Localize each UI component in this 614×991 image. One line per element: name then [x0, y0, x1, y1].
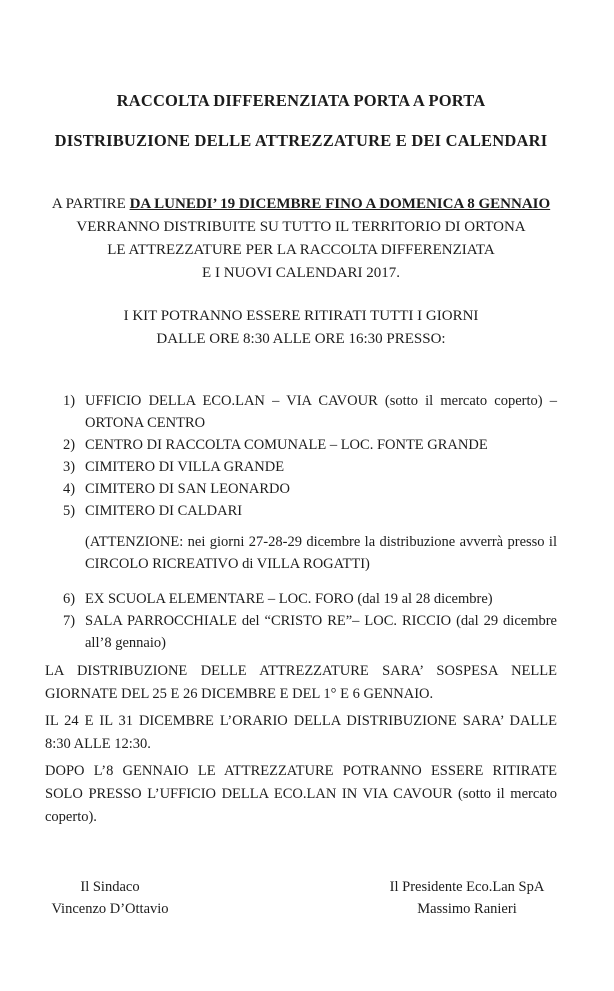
- document-title-line1: RACCOLTA DIFFERENZIATA PORTA A PORTA: [116, 91, 486, 110]
- kit-hours-paragraph: [45, 305, 557, 351]
- intro-line4: E I NUOVI CALENDARI 2017.: [202, 265, 400, 281]
- reduced-hours-paragraph: IL 24 E IL 31 DICEMBRE L’ORARIO DELLA DISTRIBUZIONE SARA’ DALLE 8:30 ALLE 12:30.: [45, 713, 557, 752]
- signature-name: Vincenzo D’Ottavio: [51, 901, 169, 917]
- intro-prefix: A PARTIRE: [51, 196, 130, 212]
- suspension-paragraph: LA DISTRIBUZIONE DELLE ATTREZZATURE SARA’ SOSPESA NELLE GIORNATE DEL 25 E 26 DICEMBRE E DEL 1° E 6 GENNAIO.: [45, 663, 557, 702]
- document-title-line2: DISTRIBUZIONE DELLE ATTREZZATURE E DEI CALENDARI: [54, 131, 548, 150]
- kit-line2: DALLE ORE 8:30 ALLE ORE 16:30 PRESSO:: [156, 331, 446, 347]
- intro-line1: [45, 193, 557, 216]
- signature-role: Il Presidente Eco.Lan SpA: [389, 879, 545, 895]
- signature-name: Massimo Ranieri: [417, 901, 517, 917]
- list-item-number: 2): [63, 437, 76, 453]
- list-item-number: 7): [63, 613, 76, 629]
- list-item-number: 6): [63, 591, 76, 607]
- list-item-number: 3): [63, 459, 76, 475]
- signature-role: Il Sindaco: [80, 879, 140, 895]
- list-item-text: CIMITERO DI VILLA GRANDE: [85, 459, 285, 475]
- list-item: [63, 588, 557, 610]
- kit-line1: I KIT POTRANNO ESSERE RITIRATI TUTTI I GIORNI: [123, 308, 479, 324]
- list-item: [63, 478, 557, 500]
- closing-paragraphs: [45, 660, 557, 829]
- after-deadline-paragraph: DOPO L’8 GENNAIO LE ATTREZZATURE POTRANNO ESSERE RITIRATE SOLO PRESSO L’UFFICIO DELLA ECO.LAN IN VIA CAVOUR (sotto il mercato coperto).: [45, 763, 557, 825]
- signature-mayor: [45, 876, 175, 920]
- list-item: [63, 390, 557, 434]
- locations-list: [63, 390, 557, 522]
- notice-document: [0, 91, 614, 991]
- list-item: [63, 610, 557, 654]
- signature-president: [362, 876, 572, 920]
- list-item-number: 1): [63, 393, 76, 409]
- list-item-text: EX SCUOLA ELEMENTARE – LOC. FORO (dal 19 al 28 dicembre): [85, 591, 493, 607]
- list-item-text: CENTRO DI RACCOLTA COMUNALE – LOC. FONTE GRANDE: [85, 437, 488, 453]
- list-item-text: CIMITERO DI CALDARI: [85, 503, 243, 519]
- intro-date-range: DA LUNEDI’ 19 DICEMBRE FINO A DOMENICA 8 GENNAIO: [129, 196, 551, 212]
- list-item-text: UFFICIO DELLA ECO.LAN – VIA CAVOUR (sotto il mercato coperto) – ORTONA CENTRO: [85, 393, 557, 431]
- attention-note: (ATTENZIONE: nei giorni 27-28-29 dicembre la distribuzione avverrà presso il CIRCOLO RICREATIVO di VILLA ROGATTI): [85, 534, 557, 572]
- list-item-text: SALA PARROCCHIALE del “CRISTO RE”– LOC. RICCIO (dal 29 dicembre all’8 gennaio): [85, 613, 557, 651]
- list-item: [63, 500, 557, 522]
- list-item: [63, 434, 557, 456]
- list-item-number: 5): [63, 503, 76, 519]
- list-item-number: 4): [63, 481, 76, 497]
- intro-line2: VERRANNO DISTRIBUITE SU TUTTO IL TERRITORIO DI ORTONA: [76, 219, 526, 235]
- list-item: [63, 456, 557, 478]
- list-item-text: CIMITERO DI SAN LEONARDO: [85, 481, 291, 497]
- signature-block: [45, 876, 557, 920]
- intro-line3: LE ATTREZZATURE PER LA RACCOLTA DIFFERENZIATA: [107, 242, 495, 258]
- locations-list-continued: [63, 588, 557, 654]
- intro-paragraph: [45, 193, 557, 285]
